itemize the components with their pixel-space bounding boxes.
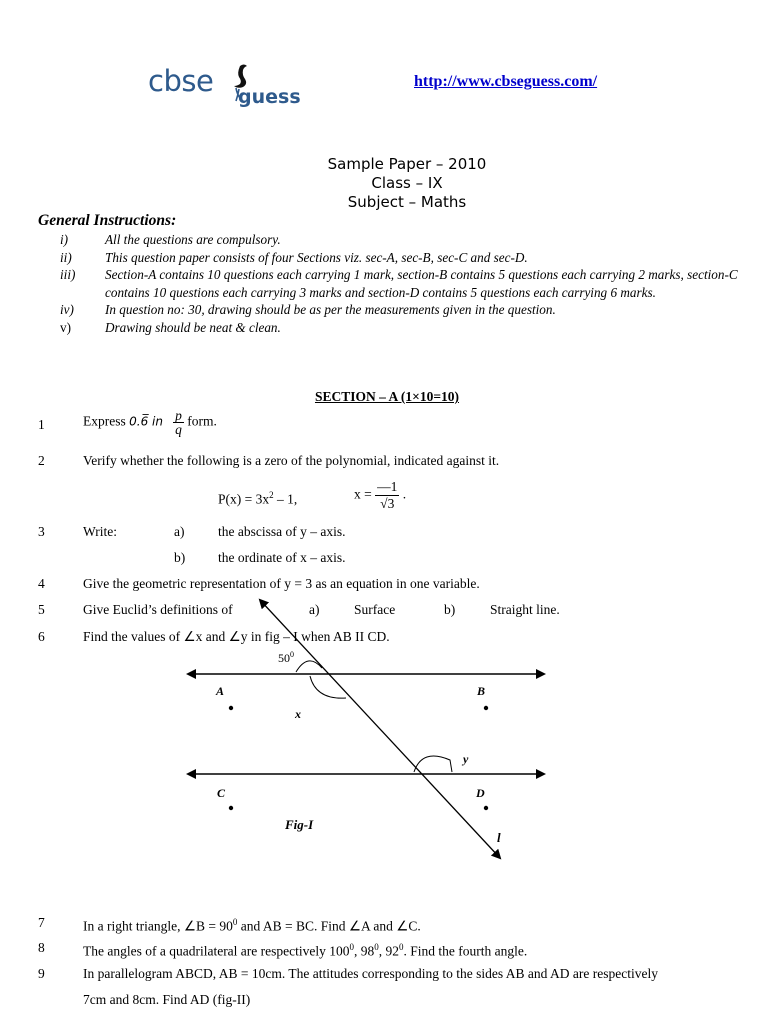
q5-a-mark: a) — [309, 602, 320, 617]
website-link[interactable]: http://www.cbseguess.com/ — [414, 73, 598, 90]
q6-text: Find the values of — [83, 629, 181, 644]
q5-a-text: Surface — [354, 602, 396, 617]
label-d: D — [476, 786, 485, 800]
fraction-denominator: q — [175, 422, 182, 437]
angle-symbol: ∠ — [183, 629, 196, 645]
angle-arc-y — [414, 756, 452, 772]
angle-50-label: $50^0$ — [278, 650, 294, 665]
label-y: y — [463, 752, 469, 766]
question-number: 1 — [38, 417, 45, 432]
q3-b-mark: b) — [174, 550, 186, 565]
x-equals: x = — [354, 486, 372, 502]
point-b — [484, 706, 488, 710]
label-c: C — [217, 786, 226, 800]
question-7 — [83, 914, 421, 936]
instruction-number: iv) — [60, 302, 74, 317]
q3-a-mark: a) — [174, 524, 185, 539]
logo-text-guess: guess — [238, 86, 301, 108]
point-c — [229, 806, 233, 810]
instruction-text: Section-A contains 10 questions each carrying 1 mark, section-B contains 5 questions each carrying 2 marks, section-C contains 10 questions each carrying 3 marks and section-D contains 5 questions each carrying 6 marks. — [105, 267, 738, 300]
q8-text: , 98 — [354, 943, 375, 959]
angle-symbol: ∠ — [348, 918, 361, 935]
q6-text-y: y in fig – I when AB II CD. — [240, 629, 390, 644]
x-dot: . — [402, 486, 407, 502]
q1-text-end: form. — [187, 413, 217, 429]
question-8 — [83, 939, 527, 960]
question-number: 8 — [38, 940, 45, 955]
instruction-number: i) — [60, 232, 69, 247]
fraction-denominator: √3 — [380, 496, 395, 511]
instruction-text: This question paper consists of four Sections viz. sec-A, sec-B, sec-C and sec-D. — [105, 249, 528, 265]
logo-text-cbse: cbse — [148, 64, 214, 98]
question-number: 2 — [38, 453, 45, 468]
q8-text: . Find the fourth angle. — [403, 943, 528, 959]
poly-tail: – 1, — [273, 491, 298, 507]
question-number: 3 — [38, 524, 45, 539]
class-title: Class – IX — [371, 174, 443, 192]
q7-text: In a right triangle, — [83, 918, 181, 934]
q5-b-text: Straight line. — [490, 602, 560, 617]
degree-sup: 0 — [374, 942, 379, 952]
degree-sup: 0 — [349, 942, 354, 952]
figure-caption: Fig-I — [285, 817, 314, 832]
label-x: x — [295, 707, 301, 721]
instruction-number: ii) — [60, 249, 72, 265]
degree-sup: 0 — [399, 942, 404, 952]
q5-b-mark: b) — [444, 602, 456, 617]
q6-text-x: x and — [195, 629, 226, 644]
question-9-line-1: In parallelogram ABCD, AB = 10cm. The attitudes corresponding to the sides AB and AD are respectively — [83, 966, 658, 981]
q1-expression: 0.6̅ in — [129, 414, 163, 429]
q3-b-text: the ordinate of x – axis. — [218, 550, 346, 565]
q1-text: Express — [83, 413, 126, 429]
q7-text-c: and AB = BC. Find — [237, 918, 346, 934]
q8-text: , 92 — [378, 943, 399, 959]
question-9-line-2: 7cm and 8cm. Find AD (fig-II) — [83, 992, 251, 1007]
poly-exponent: 2 — [269, 490, 274, 500]
question-number: 4 — [38, 576, 45, 591]
question-number: 9 — [38, 966, 45, 981]
q7-text-e: C. — [408, 918, 421, 934]
question-4: Give the geometric representation of y = 3 as an equation in one variable. — [83, 576, 480, 591]
instruction-number: iii) — [60, 267, 76, 282]
point-d — [484, 806, 488, 810]
q3-a-text: the abscissa of y – axis. — [218, 524, 346, 539]
subject-title: Subject – Maths — [347, 193, 467, 211]
angle-symbol: ∠ — [183, 918, 196, 935]
section-a-heading: SECTION – A (1×10=10) — [314, 389, 460, 404]
q3-label: Write: — [83, 524, 117, 539]
question-number: 6 — [38, 629, 45, 644]
instruction-text: All the questions are compulsory. — [105, 232, 281, 247]
q7-text-d: A and — [360, 918, 393, 934]
question-5: Give Euclid’s definitions of — [83, 602, 233, 617]
label-a: A — [216, 684, 225, 698]
instruction-number: v) — [60, 319, 71, 335]
question-number: 5 — [38, 602, 45, 617]
instruction-text: In question no: 30, drawing should be as per the measurements given in the question. — [105, 302, 556, 317]
fraction-numerator: p — [175, 408, 182, 423]
label-l: l — [497, 830, 501, 845]
paper-title: Sample Paper – 2010 — [327, 155, 487, 173]
fraction-numerator: —1 — [377, 479, 398, 494]
label-b: B — [477, 684, 486, 698]
general-instructions-heading: General Instructions: — [38, 212, 177, 229]
poly-text: P(x) = 3x — [218, 491, 270, 507]
q8-text: The angles of a quadrilateral are respectively 100 — [83, 943, 350, 959]
angle-symbol: ∠ — [396, 918, 409, 935]
question-2: Verify whether the following is a zero of the polynomial, indicated against it. — [83, 453, 500, 468]
degree-sup: 0 — [232, 917, 238, 927]
point-a — [229, 706, 233, 710]
angle-symbol: ∠ — [228, 629, 241, 645]
question-number: 7 — [38, 915, 45, 930]
q7-text-b: B = 90 — [195, 918, 233, 934]
instruction-text: Drawing should be neat & clean. — [105, 319, 281, 335]
